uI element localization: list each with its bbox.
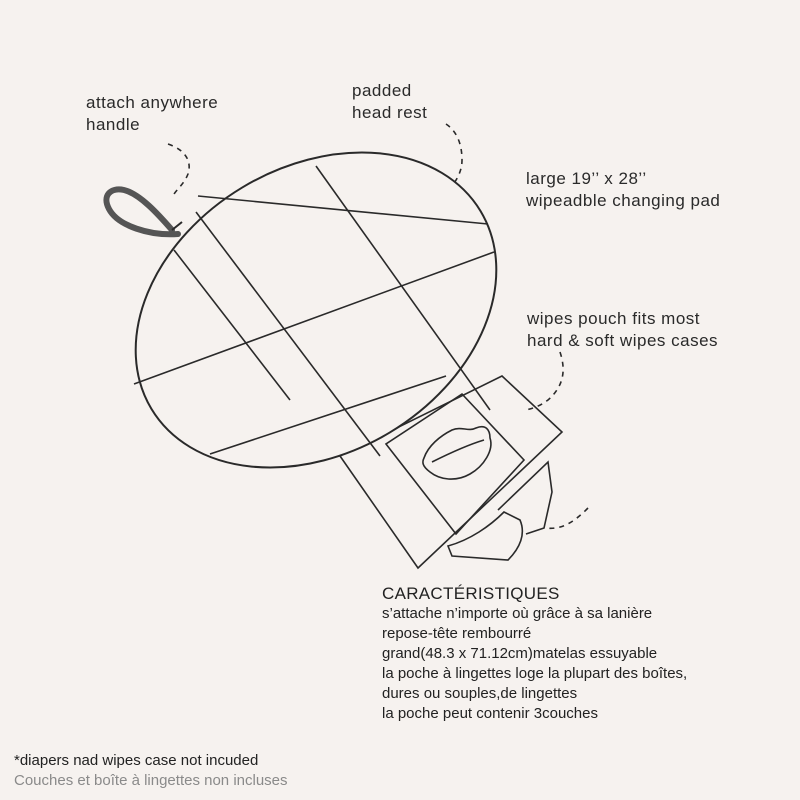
feature-line: la poche peut contenir 3couches: [382, 705, 598, 722]
diaper-callout-line: [546, 508, 588, 528]
pad-size-label-line-2: wipeadble changing pad: [526, 191, 721, 210]
feature-line: dures ou souples,de lingettes: [382, 685, 578, 702]
head-rest-label: [352, 80, 427, 124]
pad-size-label: [526, 168, 720, 212]
handle-callout-line: [168, 144, 189, 194]
feature-line: grand(48.3 x 71.12cm)matelas essuyable: [382, 645, 658, 662]
feature-line: s’attache n’importe où grâce à sa lanière: [382, 605, 653, 622]
pouch-callout-line: [526, 352, 563, 410]
wipes-pouch-label-line-1: wipes pouch fits most: [527, 309, 701, 328]
handle-strap: [106, 189, 178, 234]
feature-line: la poche à lingettes loge la plupart des boîtes,: [382, 665, 688, 682]
wipes-pouch-label: [527, 308, 718, 352]
footnote-french: Couches et boîte à lingettes non incluses: [14, 772, 288, 789]
pad-size-label-line-1: large 19’’ x 28’’: [526, 169, 647, 188]
handle-label: [86, 92, 218, 136]
handle-label-line-1: attach anywhere: [86, 93, 219, 112]
footnote-english: *diapers nad wipes case not incuded: [14, 752, 259, 769]
head-rest-label-line-1: padded: [352, 81, 412, 100]
wipes-pouch-label-line-2: hard & soft wipes cases: [527, 331, 719, 350]
head-rest-label-line-2: head rest: [352, 103, 428, 122]
footnote: [14, 751, 288, 791]
feature-line: repose-tête rembourré: [382, 625, 532, 642]
handle-label-line-2: handle: [86, 115, 141, 134]
features-heading: CARACTÉRISTIQUES: [382, 584, 560, 603]
features-block: [382, 584, 687, 724]
